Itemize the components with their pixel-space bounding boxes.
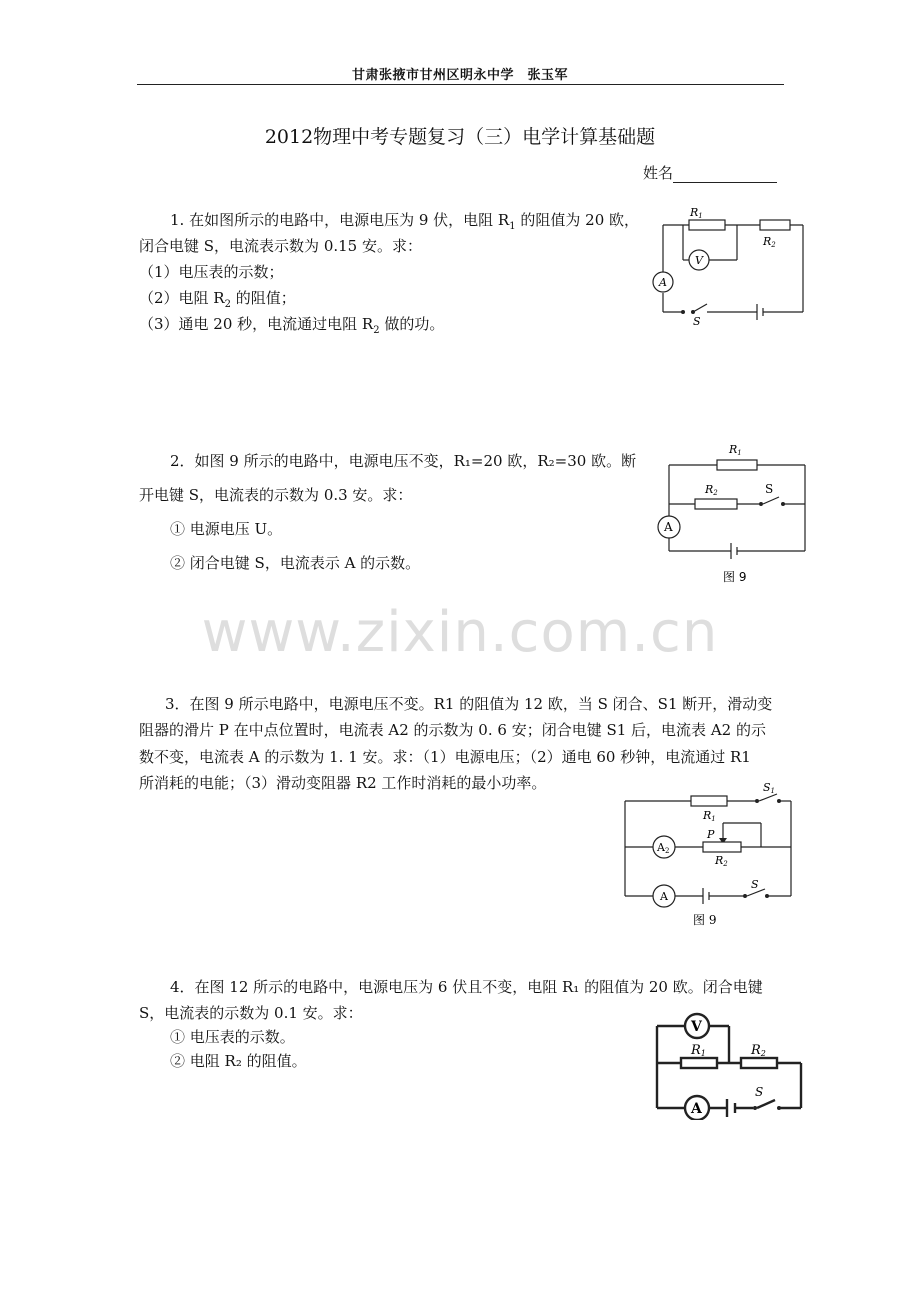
q2-circuit-diagram [645, 435, 815, 585]
q3-line1: 3．在图 9 所示电路中，电源电压不变。R1 的阻值为 12 欧，当 S 闭合、S1 断开，滑动变 [165, 695, 773, 713]
q1-label-s: S [693, 315, 701, 328]
q2-item1: ① 电源电压 U。 [170, 520, 283, 538]
q2-label-a: A [664, 520, 673, 534]
q2-line1: 2．如图 9 所示的电路中，电源电压不变，R₁=20 欧，R₂=30 欧。断 [170, 452, 637, 470]
q1-item3: （3）通电 20 秒，电流通过电阻 $R_2$ 做的功。 [139, 315, 445, 336]
q4-item2: ② 电阻 R₂ 的阻值。 [170, 1052, 307, 1070]
q3-label-a2: A2 [657, 841, 670, 855]
q3-label-s: S [751, 878, 759, 891]
q3-line3: 数不变，电流表 A 的示数为 1. 1 安。求：（1）电源电压；（2）通电 60 秒钟，电流通过 R1 [139, 748, 751, 766]
q2-item2: ② 闭合电键 S，电流表示 A 的示数。 [170, 554, 421, 572]
watermark: www.zixin.com.cn [201, 600, 719, 665]
q3-label-p: P [707, 828, 715, 841]
q2-label-r1: R1 [729, 443, 742, 457]
q4-label-r2: R2 [751, 1043, 766, 1058]
q1-circuit-diagram [645, 200, 815, 330]
q3-label-r2: R2 [715, 854, 728, 868]
q4-label-a: A [691, 1101, 702, 1117]
q3-label-r1: R1 [703, 809, 716, 823]
q3-r1-resistor [691, 796, 727, 806]
q3-r2-rheostat [703, 842, 741, 852]
q1-label-r1: R1 [690, 206, 703, 220]
q2-label-r2: R2 [705, 483, 718, 497]
name-blank [673, 168, 777, 183]
q1-label-r2: R2 [763, 235, 776, 249]
q4-circuit-diagram [645, 1010, 810, 1120]
q3-line4: 所消耗的电能；（3）滑动变阻器 R2 工作时消耗的最小功率。 [139, 774, 547, 792]
q1-line2: 闭合电键 S，电流表示数为 0.15 安。求： [139, 237, 422, 255]
header-rule [137, 84, 784, 85]
q1-item1: （1）电压表的示数； [139, 263, 284, 281]
q4-line1: 4．在图 12 所示的电路中，电源电压为 6 伏且不变，电阻 R₁ 的阻值为 20 欧。闭合电键 [170, 978, 763, 996]
page-title: 2012物理中考专题复习（三）电学计算基础题 [264, 126, 656, 148]
q2-r1-resistor [717, 460, 757, 470]
q3-line2: 阻器的滑片 P 在中点位置时，电流表 A2 的示数为 0. 6 安；闭合电键 S1 后，电流表 A2 的示 [139, 721, 766, 739]
q4-label-r1: R1 [691, 1043, 706, 1058]
q3-label-s1: S1 [763, 781, 776, 795]
q3-circuit-diagram [615, 778, 805, 928]
q1-r2-resistor [760, 220, 790, 230]
q3-label-a: A [660, 890, 668, 903]
q2-line2: 开电键 S，电流表的示数为 0.3 安。求： [139, 486, 413, 504]
name-label: 姓名 [643, 164, 674, 182]
name-field [643, 162, 777, 183]
q4-label-v: V [691, 1019, 702, 1035]
q1-line1: 1. 在如图所示的电路中，电源电压为 9 伏，电阻 $R_1$ 的阻值为 20 欧， [170, 211, 640, 232]
page-header: 甘肃张掖市甘州区明永中学 张玉军 [351, 68, 568, 83]
q2-r2-resistor [695, 499, 737, 509]
q1-label-v: V [695, 254, 703, 267]
q1-label-a: A [659, 276, 667, 289]
q1-item2: （2）电阻 $R_2$ 的阻值； [139, 289, 296, 310]
q4-r1-resistor [681, 1058, 717, 1068]
q4-r2-resistor [741, 1058, 777, 1068]
q4-label-s: S [755, 1085, 764, 1099]
q4-item1: ① 电压表的示数。 [170, 1028, 295, 1046]
q2-figure-caption: 图 9 [723, 570, 747, 584]
q3-figure-caption: 图 9 [693, 913, 717, 927]
q1-r1-resistor [689, 220, 725, 230]
q4-line2: S，电流表的示数为 0.1 安。求： [139, 1004, 363, 1022]
q2-label-s: S [765, 482, 774, 496]
